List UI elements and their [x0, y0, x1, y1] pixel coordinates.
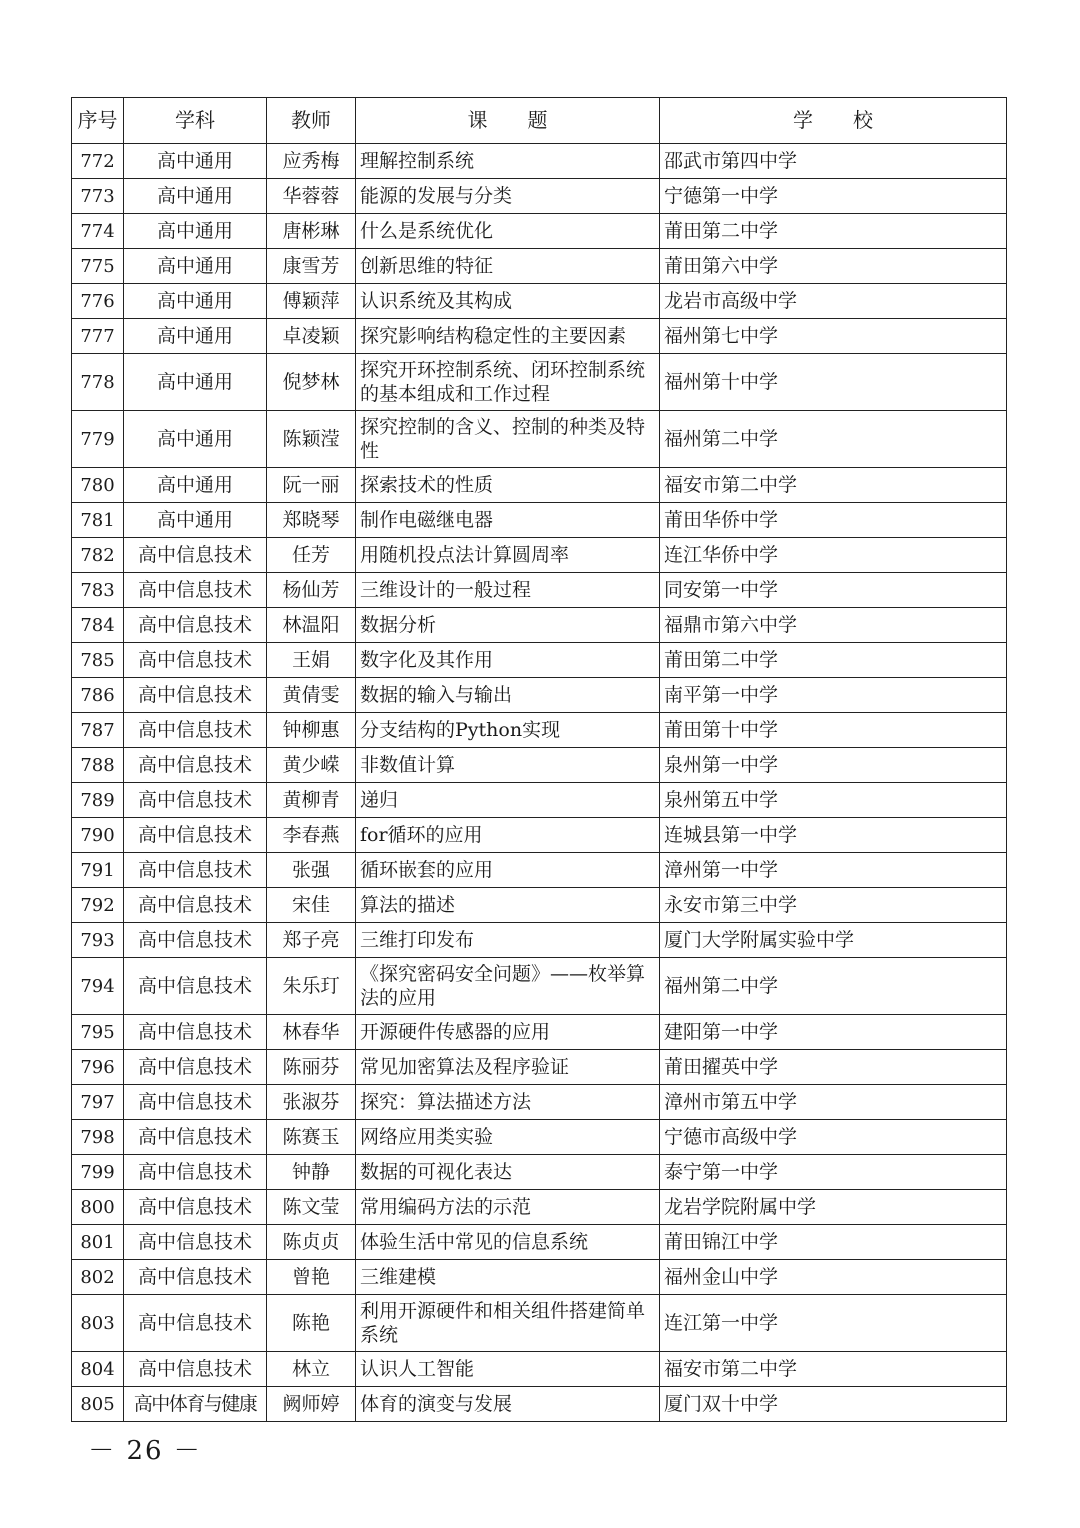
cell-topic: 开源硬件传感器的应用: [356, 1015, 660, 1050]
header-row: [72, 98, 1007, 144]
table-row: [72, 818, 1007, 853]
cell-subject: 高中信息技术: [124, 888, 267, 923]
table-row: [72, 319, 1007, 354]
cell-subject: 高中信息技术: [124, 573, 267, 608]
cell-teacher: 康雪芳: [267, 249, 356, 284]
cell-subject: 高中通用: [124, 354, 267, 411]
header-school: 学 校: [660, 98, 1007, 144]
cell-school: 莆田第二中学: [660, 214, 1007, 249]
table-row: [72, 354, 1007, 411]
table-row: [72, 678, 1007, 713]
table-row: [72, 1352, 1007, 1387]
cell-teacher: 陈丽芬: [267, 1050, 356, 1085]
cell-subject: 高中信息技术: [124, 1085, 267, 1120]
cell-topic: 《探究密码安全问题》——枚举算法的应用: [356, 958, 660, 1015]
cell-topic: 常见加密算法及程序验证: [356, 1050, 660, 1085]
cell-school: 南平第一中学: [660, 678, 1007, 713]
table-row: [72, 573, 1007, 608]
cell-serial-number: 794: [72, 958, 124, 1015]
cell-teacher: 黄少嵘: [267, 748, 356, 783]
table-row: [72, 923, 1007, 958]
table-row: [72, 1190, 1007, 1225]
cell-teacher: 郑子亮: [267, 923, 356, 958]
table-row: [72, 1155, 1007, 1190]
cell-teacher: 杨仙芳: [267, 573, 356, 608]
cell-topic: 制作电磁继电器: [356, 503, 660, 538]
cell-subject: 高中信息技术: [124, 1352, 267, 1387]
cell-serial-number: 790: [72, 818, 124, 853]
cell-teacher: 王娟: [267, 643, 356, 678]
table-row: [72, 503, 1007, 538]
cell-subject: 高中信息技术: [124, 678, 267, 713]
cell-subject: 高中信息技术: [124, 783, 267, 818]
header-teacher: 教师: [267, 98, 356, 144]
table-row: [72, 1085, 1007, 1120]
cell-teacher: 华蓉蓉: [267, 179, 356, 214]
cell-serial-number: 793: [72, 923, 124, 958]
cell-serial-number: 783: [72, 573, 124, 608]
cell-teacher: 林温阳: [267, 608, 356, 643]
cell-topic: 循环嵌套的应用: [356, 853, 660, 888]
table-row: [72, 214, 1007, 249]
table-body: [72, 144, 1007, 1422]
cell-topic: 三维设计的一般过程: [356, 573, 660, 608]
cell-school: 福州第七中学: [660, 319, 1007, 354]
cell-topic: 递归: [356, 783, 660, 818]
cell-subject: 高中信息技术: [124, 1260, 267, 1295]
cell-serial-number: 795: [72, 1015, 124, 1050]
cell-subject: 高中体育与健康: [124, 1387, 267, 1422]
cell-school: 莆田第六中学: [660, 249, 1007, 284]
cell-school: 宁德第一中学: [660, 179, 1007, 214]
cell-teacher: 倪梦林: [267, 354, 356, 411]
table-row: [72, 1387, 1007, 1422]
cell-serial-number: 792: [72, 888, 124, 923]
cell-serial-number: 773: [72, 179, 124, 214]
table-row: [72, 411, 1007, 468]
cell-serial-number: 801: [72, 1225, 124, 1260]
cell-topic: 三维打印发布: [356, 923, 660, 958]
cell-subject: 高中通用: [124, 179, 267, 214]
cell-teacher: 林春华: [267, 1015, 356, 1050]
cell-topic: 数据的可视化表达: [356, 1155, 660, 1190]
cell-subject: 高中通用: [124, 144, 267, 179]
cell-topic: 探索技术的性质: [356, 468, 660, 503]
table-header: [72, 98, 1007, 144]
cell-topic: 数据的输入与输出: [356, 678, 660, 713]
cell-teacher: 卓凌颖: [267, 319, 356, 354]
cell-subject: 高中信息技术: [124, 538, 267, 573]
cell-subject: 高中信息技术: [124, 1015, 267, 1050]
cell-topic: 非数值计算: [356, 748, 660, 783]
cell-topic: 什么是系统优化: [356, 214, 660, 249]
cell-teacher: 任芳: [267, 538, 356, 573]
cell-serial-number: 785: [72, 643, 124, 678]
cell-school: 厦门大学附属实验中学: [660, 923, 1007, 958]
table-row: [72, 748, 1007, 783]
header-subject: 学科: [124, 98, 267, 144]
cell-subject: 高中信息技术: [124, 748, 267, 783]
cell-teacher: 陈颖滢: [267, 411, 356, 468]
table-row: [72, 783, 1007, 818]
cell-teacher: 陈文莹: [267, 1190, 356, 1225]
table-row: [72, 144, 1007, 179]
cell-school: 福州第二中学: [660, 958, 1007, 1015]
table-row: [72, 1015, 1007, 1050]
cell-school: 莆田锦江中学: [660, 1225, 1007, 1260]
cell-teacher: 朱乐玎: [267, 958, 356, 1015]
cell-serial-number: 786: [72, 678, 124, 713]
cell-teacher: 陈赛玉: [267, 1120, 356, 1155]
cell-topic: 数据分析: [356, 608, 660, 643]
table-row: [72, 1225, 1007, 1260]
header-topic: 课 题: [356, 98, 660, 144]
cell-topic: 理解控制系统: [356, 144, 660, 179]
cell-teacher: 阮一丽: [267, 468, 356, 503]
cell-subject: 高中信息技术: [124, 853, 267, 888]
cell-subject: 高中信息技术: [124, 1155, 267, 1190]
table-row: [72, 1295, 1007, 1352]
cell-serial-number: 772: [72, 144, 124, 179]
cell-topic: 探究影响结构稳定性的主要因素: [356, 319, 660, 354]
cell-serial-number: 778: [72, 354, 124, 411]
cell-topic: 分支结构的Python实现: [356, 713, 660, 748]
cell-teacher: 张淑芬: [267, 1085, 356, 1120]
cell-subject: 高中信息技术: [124, 958, 267, 1015]
cell-school: 龙岩市高级中学: [660, 284, 1007, 319]
cell-subject: 高中信息技术: [124, 818, 267, 853]
cell-serial-number: 796: [72, 1050, 124, 1085]
cell-topic: 利用开源硬件和相关组件搭建简单系统: [356, 1295, 660, 1352]
cell-topic: 认识系统及其构成: [356, 284, 660, 319]
cell-topic: 常用编码方法的示范: [356, 1190, 660, 1225]
cell-subject: 高中通用: [124, 284, 267, 319]
cell-topic: 创新思维的特征: [356, 249, 660, 284]
cell-school: 莆田第二中学: [660, 643, 1007, 678]
cell-subject: 高中通用: [124, 503, 267, 538]
cell-school: 福安市第二中学: [660, 1352, 1007, 1387]
cell-teacher: 黄柳青: [267, 783, 356, 818]
cell-serial-number: 789: [72, 783, 124, 818]
cell-school: 龙岩学院附属中学: [660, 1190, 1007, 1225]
cell-teacher: 郑晓琴: [267, 503, 356, 538]
cell-teacher: 曾艳: [267, 1260, 356, 1295]
cell-serial-number: 800: [72, 1190, 124, 1225]
cell-school: 福安市第二中学: [660, 468, 1007, 503]
cell-topic: for循环的应用: [356, 818, 660, 853]
table-row: [72, 713, 1007, 748]
cell-subject: 高中通用: [124, 468, 267, 503]
cell-serial-number: 797: [72, 1085, 124, 1120]
cell-school: 连江华侨中学: [660, 538, 1007, 573]
cell-topic: 探究：算法描述方法: [356, 1085, 660, 1120]
cell-topic: 算法的描述: [356, 888, 660, 923]
cell-serial-number: 784: [72, 608, 124, 643]
cell-subject: 高中信息技术: [124, 643, 267, 678]
cell-topic: 体育的演变与发展: [356, 1387, 660, 1422]
cell-subject: 高中信息技术: [124, 1190, 267, 1225]
header-serial-number: 序号: [72, 98, 124, 144]
table-row: [72, 249, 1007, 284]
cell-subject: 高中信息技术: [124, 713, 267, 748]
cell-subject: 高中信息技术: [124, 1120, 267, 1155]
cell-school: 福鼎市第六中学: [660, 608, 1007, 643]
cell-serial-number: 779: [72, 411, 124, 468]
cell-topic: 认识人工智能: [356, 1352, 660, 1387]
cell-teacher: 宋佳: [267, 888, 356, 923]
cell-topic: 探究控制的含义、控制的种类及特性: [356, 411, 660, 468]
cell-serial-number: 775: [72, 249, 124, 284]
cell-subject: 高中通用: [124, 249, 267, 284]
cell-subject: 高中通用: [124, 411, 267, 468]
cell-topic: 探究开环控制系统、闭环控制系统的基本组成和工作过程: [356, 354, 660, 411]
cell-serial-number: 799: [72, 1155, 124, 1190]
cell-serial-number: 791: [72, 853, 124, 888]
table-row: [72, 179, 1007, 214]
cell-topic: 网络应用类实验: [356, 1120, 660, 1155]
cell-school: 福州第二中学: [660, 411, 1007, 468]
cell-topic: 体验生活中常见的信息系统: [356, 1225, 660, 1260]
cell-topic: 三维建模: [356, 1260, 660, 1295]
cell-teacher: 唐彬琳: [267, 214, 356, 249]
cell-teacher: 张强: [267, 853, 356, 888]
cell-serial-number: 776: [72, 284, 124, 319]
cell-subject: 高中信息技术: [124, 923, 267, 958]
cell-teacher: 应秀梅: [267, 144, 356, 179]
cell-topic: 能源的发展与分类: [356, 179, 660, 214]
table-row: [72, 853, 1007, 888]
cell-school: 泉州第一中学: [660, 748, 1007, 783]
table-row: [72, 538, 1007, 573]
cell-subject: 高中信息技术: [124, 1225, 267, 1260]
award-roster-table: [71, 97, 1007, 1422]
cell-teacher: 钟静: [267, 1155, 356, 1190]
table-row: [72, 888, 1007, 923]
cell-serial-number: 774: [72, 214, 124, 249]
table-row: [72, 643, 1007, 678]
cell-serial-number: 805: [72, 1387, 124, 1422]
cell-school: 厦门双十中学: [660, 1387, 1007, 1422]
cell-serial-number: 787: [72, 713, 124, 748]
cell-teacher: 钟柳惠: [267, 713, 356, 748]
cell-subject: 高中信息技术: [124, 1295, 267, 1352]
cell-serial-number: 777: [72, 319, 124, 354]
cell-teacher: 黄倩雯: [267, 678, 356, 713]
cell-teacher: 阙师婷: [267, 1387, 356, 1422]
table-row: [72, 1050, 1007, 1085]
cell-school: 漳州第一中学: [660, 853, 1007, 888]
cell-serial-number: 798: [72, 1120, 124, 1155]
cell-school: 泰宁第一中学: [660, 1155, 1007, 1190]
cell-topic: 用随机投点法计算圆周率: [356, 538, 660, 573]
table-row: [72, 958, 1007, 1015]
cell-school: 莆田华侨中学: [660, 503, 1007, 538]
cell-school: 泉州第五中学: [660, 783, 1007, 818]
cell-subject: 高中通用: [124, 319, 267, 354]
cell-school: 连城县第一中学: [660, 818, 1007, 853]
cell-school: 莆田第十中学: [660, 713, 1007, 748]
cell-serial-number: 803: [72, 1295, 124, 1352]
cell-school: 邵武市第四中学: [660, 144, 1007, 179]
table-row: [72, 1260, 1007, 1295]
cell-teacher: 李春燕: [267, 818, 356, 853]
cell-serial-number: 781: [72, 503, 124, 538]
cell-serial-number: 782: [72, 538, 124, 573]
cell-subject: 高中信息技术: [124, 608, 267, 643]
table-row: [72, 284, 1007, 319]
cell-serial-number: 780: [72, 468, 124, 503]
table-row: [72, 468, 1007, 503]
cell-school: 漳州市第五中学: [660, 1085, 1007, 1120]
cell-school: 同安第一中学: [660, 573, 1007, 608]
cell-serial-number: 788: [72, 748, 124, 783]
table-row: [72, 1120, 1007, 1155]
cell-teacher: 林立: [267, 1352, 356, 1387]
cell-school: 莆田擢英中学: [660, 1050, 1007, 1085]
cell-school: 永安市第三中学: [660, 888, 1007, 923]
cell-teacher: 陈贞贞: [267, 1225, 356, 1260]
cell-serial-number: 804: [72, 1352, 124, 1387]
cell-school: 建阳第一中学: [660, 1015, 1007, 1050]
cell-teacher: 陈艳: [267, 1295, 356, 1352]
cell-school: 福州第十中学: [660, 354, 1007, 411]
cell-serial-number: 802: [72, 1260, 124, 1295]
cell-school: 福州金山中学: [660, 1260, 1007, 1295]
cell-school: 连江第一中学: [660, 1295, 1007, 1352]
page-number: － 26 －: [88, 1436, 202, 1466]
cell-subject: 高中通用: [124, 214, 267, 249]
cell-subject: 高中信息技术: [124, 1050, 267, 1085]
cell-topic: 数字化及其作用: [356, 643, 660, 678]
cell-teacher: 傅颖萍: [267, 284, 356, 319]
table-row: [72, 608, 1007, 643]
cell-school: 宁德市高级中学: [660, 1120, 1007, 1155]
